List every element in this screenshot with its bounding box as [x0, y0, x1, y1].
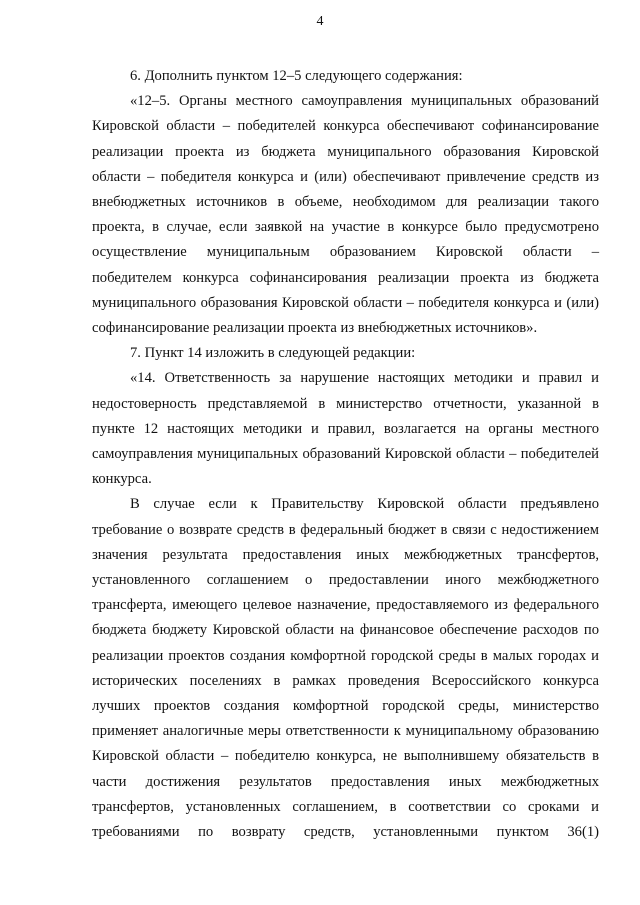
paragraph-point-12-5: «12–5. Органы местного самоуправления муниципальных образований Кировской области – победителей конкурса обеспечивают софинансирование реализации проекта из бюджета муниципального образования Кировской области – победителя конкурса и (или) обеспечивают привлечение средств из внебюджетных источников в объеме, необходимом для реализации такого проекта, в случае, если заявкой на участие в конкурсе было предусмотрено осуществление муниципальным образованием Кировской области – победителем конкурса софинансирования реализации проекта из бюджета муниципального образования Кировской области – победителя конкурса и (или) софинансирование реализации проекта из внебюджетных источников». [92, 93, 599, 337]
document-body [92, 64, 599, 845]
page-number: 4 [316, 14, 324, 29]
paragraph-item-6: 6. Дополнить пунктом 12–5 следующего содержания: [130, 68, 463, 84]
paragraph-responsibility: В случае если к Правительству Кировской области предъявлено требование о возврате средств в федеральный бюджет в связи с недостижением значения результата предоставления иных межбюджетных трансфертов, установленного соглашением о предоставлении иного межбюджетного трансферта, имеющего целевое назначение, предоставляемого из федерального бюджета бюджету Кировской области на финансовое обеспечение расходов по реализации проектов создания комфортной городской среды в малых городах и исторических поселениях в рамках проведения Всероссийского конкурса лучших проектов создания комфортной городской среды, министерство применяет аналогичные меры ответственности к муниципальному образованию Кировской области – победителю конкурса, не выполнившему обязательств в части достижения результатов предоставления иных межбюджетных трансфертов, установленных соглашением, в соответствии со сроками и требованиями по возврату средств, установленными пунктом 36(1) [92, 496, 599, 841]
paragraph-item-7: 7. Пункт 14 изложить в следующей редакции: [130, 345, 416, 362]
paragraph-point-14: «14. Ответственность за нарушение настоящих методики и правил и недостоверность представляемой в министерство отчетности, указанной в пункте 12 настоящих методики и правил, возлагается на органы местного самоуправления муниципальных образований Кировской области – победителей конкурса. [92, 370, 599, 488]
